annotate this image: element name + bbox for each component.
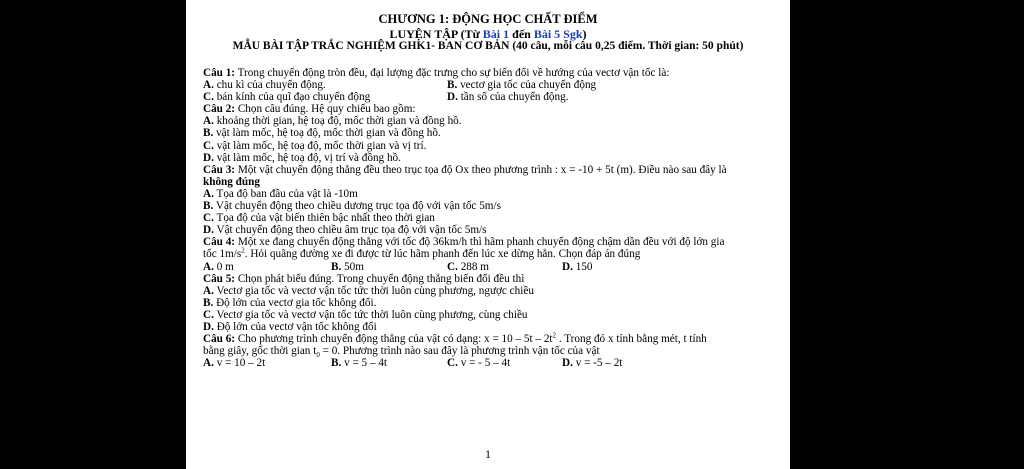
option-a: A. v = 10 – 2t	[203, 357, 266, 370]
option-c: C. Tọa độ của vật biến thiên bậc nhất theo thời gian	[203, 212, 435, 225]
option-b: B. vectơ gia tốc của chuyển động	[447, 79, 597, 92]
document-page	[186, 0, 790, 469]
question-label: Câu 2:	[203, 103, 236, 116]
option-a: A. Vectơ gia tốc và vectơ vận tốc tức thời luôn cùng phương, ngược chiều	[203, 284, 534, 297]
option-c: C. bán kính của quĩ đạo chuyển động	[203, 91, 371, 104]
options-row	[203, 79, 775, 91]
option-b: B. 50m	[331, 260, 364, 273]
option-a: A. Tọa độ ban đầu của vật là -10m	[203, 187, 358, 200]
question-label: Câu 1:	[203, 67, 236, 79]
exam-info: MẪU BÀI TẬP TRẮC NGHIỆM GHK1- BAN CƠ BẢN (40 câu, mỗi câu 0,25 điểm. Thời gian: 50 phút)	[232, 40, 744, 52]
option-b: B. Độ lớn của vectơ gia tốc không đổi.	[203, 296, 377, 309]
option-a: A. chu kì của chuyển động.	[203, 79, 326, 92]
question-label: Câu 6:	[203, 333, 236, 346]
question-text: Một vật chuyển động thẳng đều theo trục tọa độ Ox theo phương trình : x = -10 + 5t (m). Điều nào sau đây là	[235, 163, 727, 176]
subtitle-prefix: LUYỆN TẬP (Từ	[389, 27, 483, 41]
option-d: D. v = -5 – 2t	[562, 357, 623, 370]
question-text-cont: bằng giây, gốc thời gian $t_0 = 0$. Phương trình nào sau đây là phương trình vận tốc của vật	[203, 345, 600, 360]
option-d: D. tần số của chuyển động.	[447, 91, 569, 104]
option-b: B. Vật chuyển động theo chiều dương trục tọa độ với vận tốc 5m/s	[203, 200, 501, 213]
option-d: D. vật làm mốc, hệ toạ độ, vị trí và đồng hồ.	[203, 151, 401, 164]
subtitle-mid: đến	[509, 27, 534, 41]
option-b: B. vật làm mốc, hệ toạ độ, mốc thời gian và đồng hồ.	[203, 127, 441, 140]
question-4	[203, 236, 775, 248]
option-d: D. 150	[562, 260, 593, 273]
question-1	[203, 67, 775, 79]
subtitle-suffix: )	[582, 27, 587, 41]
question-6: Câu 6: Cho phương trình chuyển động thẳng của vật có dạng: $x = 10 - 5t - 2t^2$ . Trong đó x tính bằng mét, t tính	[203, 331, 707, 346]
option-c: C. vật làm mốc, hệ toạ độ, mốc thời gian và vị trí.	[203, 139, 427, 152]
options-row	[203, 261, 775, 273]
question-label: Câu 4:	[203, 236, 236, 249]
option-c: C. Vectơ gia tốc và vectơ vận tốc tức thời luôn cùng phương, cùng chiều	[203, 308, 528, 321]
question-text-cont: tốc $1m/s^2$. Hỏi quãng đường xe đi được từ lúc hãm phanh đến lúc xe dừng hẳn. Chọn đáp án đúng	[203, 246, 641, 261]
option-b: B. v = 5 – 4t	[331, 357, 388, 370]
lesson-5-link: Bài 5 Sgk	[533, 27, 583, 41]
chapter-title: CHƯƠNG 1: ĐỘNG HỌC CHẤT ĐIỂM	[378, 12, 598, 26]
options-row	[203, 357, 775, 369]
questions	[203, 67, 775, 369]
question-text: Chọn phát biểu đúng. Trong chuyển động thẳng biến đổi đều thì	[235, 272, 525, 285]
options-row	[203, 91, 775, 103]
option-c: C. 288 m	[447, 260, 489, 273]
question-label: Câu 3:	[203, 163, 236, 176]
option-c: C. v = - 5 – 4t	[447, 357, 511, 370]
question-label: Câu 5:	[203, 272, 236, 285]
option-a: A. khoảng thời gian, hệ toạ độ, mốc thời gian và đồng hồ.	[203, 115, 462, 128]
option-d: D. Độ lớn của vectơ vận tốc không đổi	[203, 320, 377, 333]
question-2	[203, 103, 775, 115]
question-5	[203, 273, 775, 285]
question-text: Một xe đang chuyển động thẳng với tốc độ 36km/h thì hãm phanh chuyển động chậm dần đều với độ lớn gia	[235, 236, 725, 249]
lesson-1-link: Bài 1	[482, 27, 510, 41]
option-d: D. Vật chuyển động theo chiều âm trục tọa độ với vận tốc 5m/s	[203, 224, 487, 237]
question-text: Chọn câu đúng. Hệ quy chiếu bao gồm:	[235, 103, 416, 116]
question-emphasis: không đúng	[203, 175, 260, 188]
question-text: Trong chuyển động tròn đều, đại lượng đặc trưng cho sự biến đổi về hướng của vectơ vận tốc là:	[235, 67, 670, 79]
option-a: A. 0 m	[203, 260, 234, 273]
page-number: 1	[485, 447, 491, 461]
question-3	[203, 164, 775, 176]
